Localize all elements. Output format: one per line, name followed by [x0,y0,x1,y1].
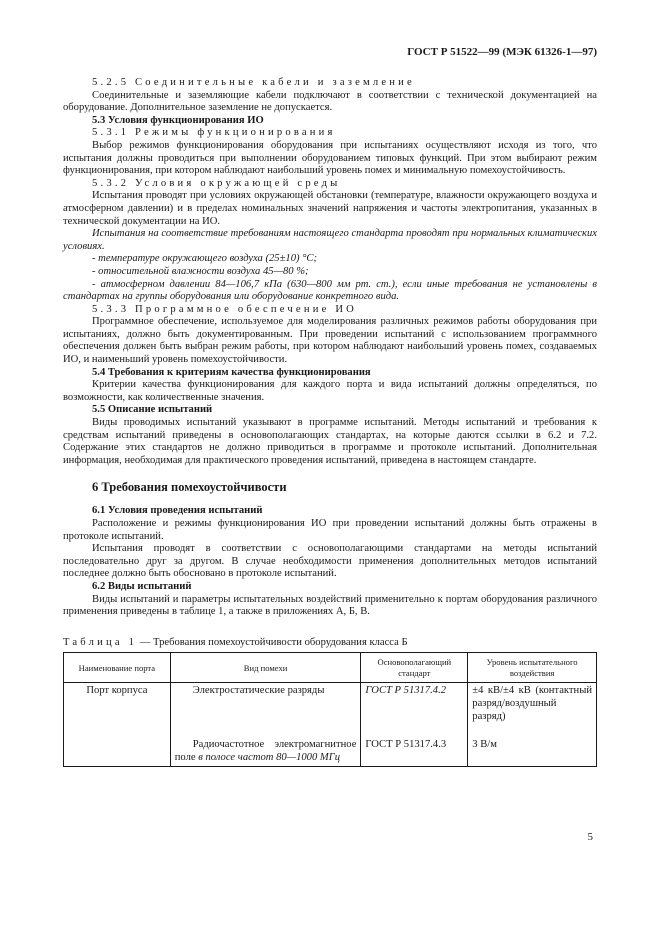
clause-5-4-text: Критерии качества функционирования для каждого порта и вида испытаний должны определяться, по возможности, как количественные значения. [63,379,597,403]
header-disturbance-type: Вид помехи [170,653,361,683]
clause-5-5-text: Виды проводимых испытаний указывают в программе испытаний. Методы испытаний и требования к средствам испытаний приведены в основополагающих стандартах, на которые даются ссылки в 6.2 и 7.2. Содержание этих стандартов не должно приводиться в программе и протоколе испытаний. Дополнительная информация, необходимая для практического проведения испытаний, приведена в настоящем стандарте. [63,417,597,466]
clause-5-3-2-pressure: - атмосферном давлении 84—106,7 кПа (630—800 мм рт. ст.), если иные требования не установлены в стандартах на группы оборудования или оборудование конкретного вида. [63,278,597,303]
section-6-heading: 6 Требования помехоустойчивости [92,480,287,495]
clause-5-3-2-text: Испытания проводят при условиях окружающей обстановки (температуре, влажности окружающего воздуха и атмосферном давлении) и в пределах номинальных значений напряжения и частоты электропитания, указанных в технической документации на ИО. [63,190,597,227]
clause-6-1-text-1: Расположение и режимы функционирования ИО при проведении испытаний должны быть отражены в протоколе испытаний. [63,518,597,542]
clause-5-3-2-temperature: - температуре окружающего воздуха (25±10) °С; [92,253,318,265]
cell-disturbance: Электростатические разряды [170,683,361,725]
page-number: 5 [587,831,593,843]
header-basic-standard: Основополагающий стандарт [361,653,468,683]
cell-port [64,725,171,767]
cell-port: Порт корпуса [64,683,171,725]
clause-5-4-title: 5.4 Требования к критериям качества функционирования [92,366,371,378]
cell-level: 3 В/м [468,725,597,767]
immunity-table [63,652,597,767]
table-caption: Таблица 1 — Требования помехоустойчивости оборудования класса Б [63,636,408,648]
clause-6-2-title: 6.2 Виды испытаний [92,580,192,592]
table-header-row [64,653,597,683]
table-row [64,725,597,767]
document-header: ГОСТ Р 51522—99 (МЭК 61326-1—97) [407,46,597,58]
clause-5-3-1-title: 5.3.1 Режимы функционирования [92,127,336,139]
cell-disturbance: Радиочастотное электромагнитное поле в полосе частот 80—1000 МГц [170,725,361,767]
clause-5-3-2-humidity: - относительной влажности воздуха 45—80 %; [92,265,309,277]
clause-5-3-3-title: 5.3.3 Программное обеспечение ИО [92,303,358,315]
clause-5-3-title: 5.3 Условия функционирования ИО [92,114,264,126]
clause-5-5-title: 5.5 Описание испытаний [92,404,213,416]
clause-6-1-title: 6.1 Условия проведения испытаний [92,505,263,517]
clause-5-3-1-text: Выбор режимов функционирования оборудования при испытаниях осуществляют исходя из того, что испытания должны проводиться при выполнении оборудованием типовых функций. При этом выбирают режим функционирования, при котором наблюдают наибольший уровень помех и минимальную помехоустойчивость. [63,139,597,177]
cell-standard: ГОСТ Р 51317.4.2 [361,683,468,725]
clause-5-3-2-title: 5.3.2 Условия окружающей среды [92,177,341,189]
page-content [63,77,597,767]
clause-5-2-5-title: 5.2.5 Соединительные кабели и заземление [92,77,415,88]
cell-standard: ГОСТ Р 51317.4.3 [361,725,468,767]
clause-5-3-2-italic-intro: Испытания на соответствие требованиям настоящего стандарта проводят при нормальных климатических условиях. [63,228,597,252]
clause-6-1-text-2: Испытания проводят в соответствии с основополагающими стандартами на методы испытаний последовательно друг за другом. В случае необходимости применения дополнительных методов испытаний последнее должно быть обосновано в протоколе испытаний. [63,543,597,580]
cell-level: ±4 кВ/±4 кВ (контактный разряд/воздушный разряд) [468,683,597,725]
clause-6-2-text: Виды испытаний и параметры испытательных воздействий применительно к портам оборудования различного применения приведены в таблице 1, а также в приложениях А, Б, В. [63,593,597,618]
clause-5-2-5-text: Соединительные и заземляющие кабели подключают в соответствии с технической документацией на оборудование. Дополнительное заземление не допускается. [63,89,597,114]
header-port-name: Наименование порта [64,653,171,683]
clause-5-3-3-text: Программное обеспечение, используемое для моделирования различных режимов работы оборудования при испытаниях, должно быть документированным. При проведении испытаний с использованием программного обеспечения должен быть выбран режим работы, при котором наблюдают наибольший уровень помех, создаваемых ИО, и наименьший уровень помехоустойчивости. [63,316,597,366]
table-row [64,683,597,725]
header-test-level: Уровень испытательного воздействия [468,653,597,683]
